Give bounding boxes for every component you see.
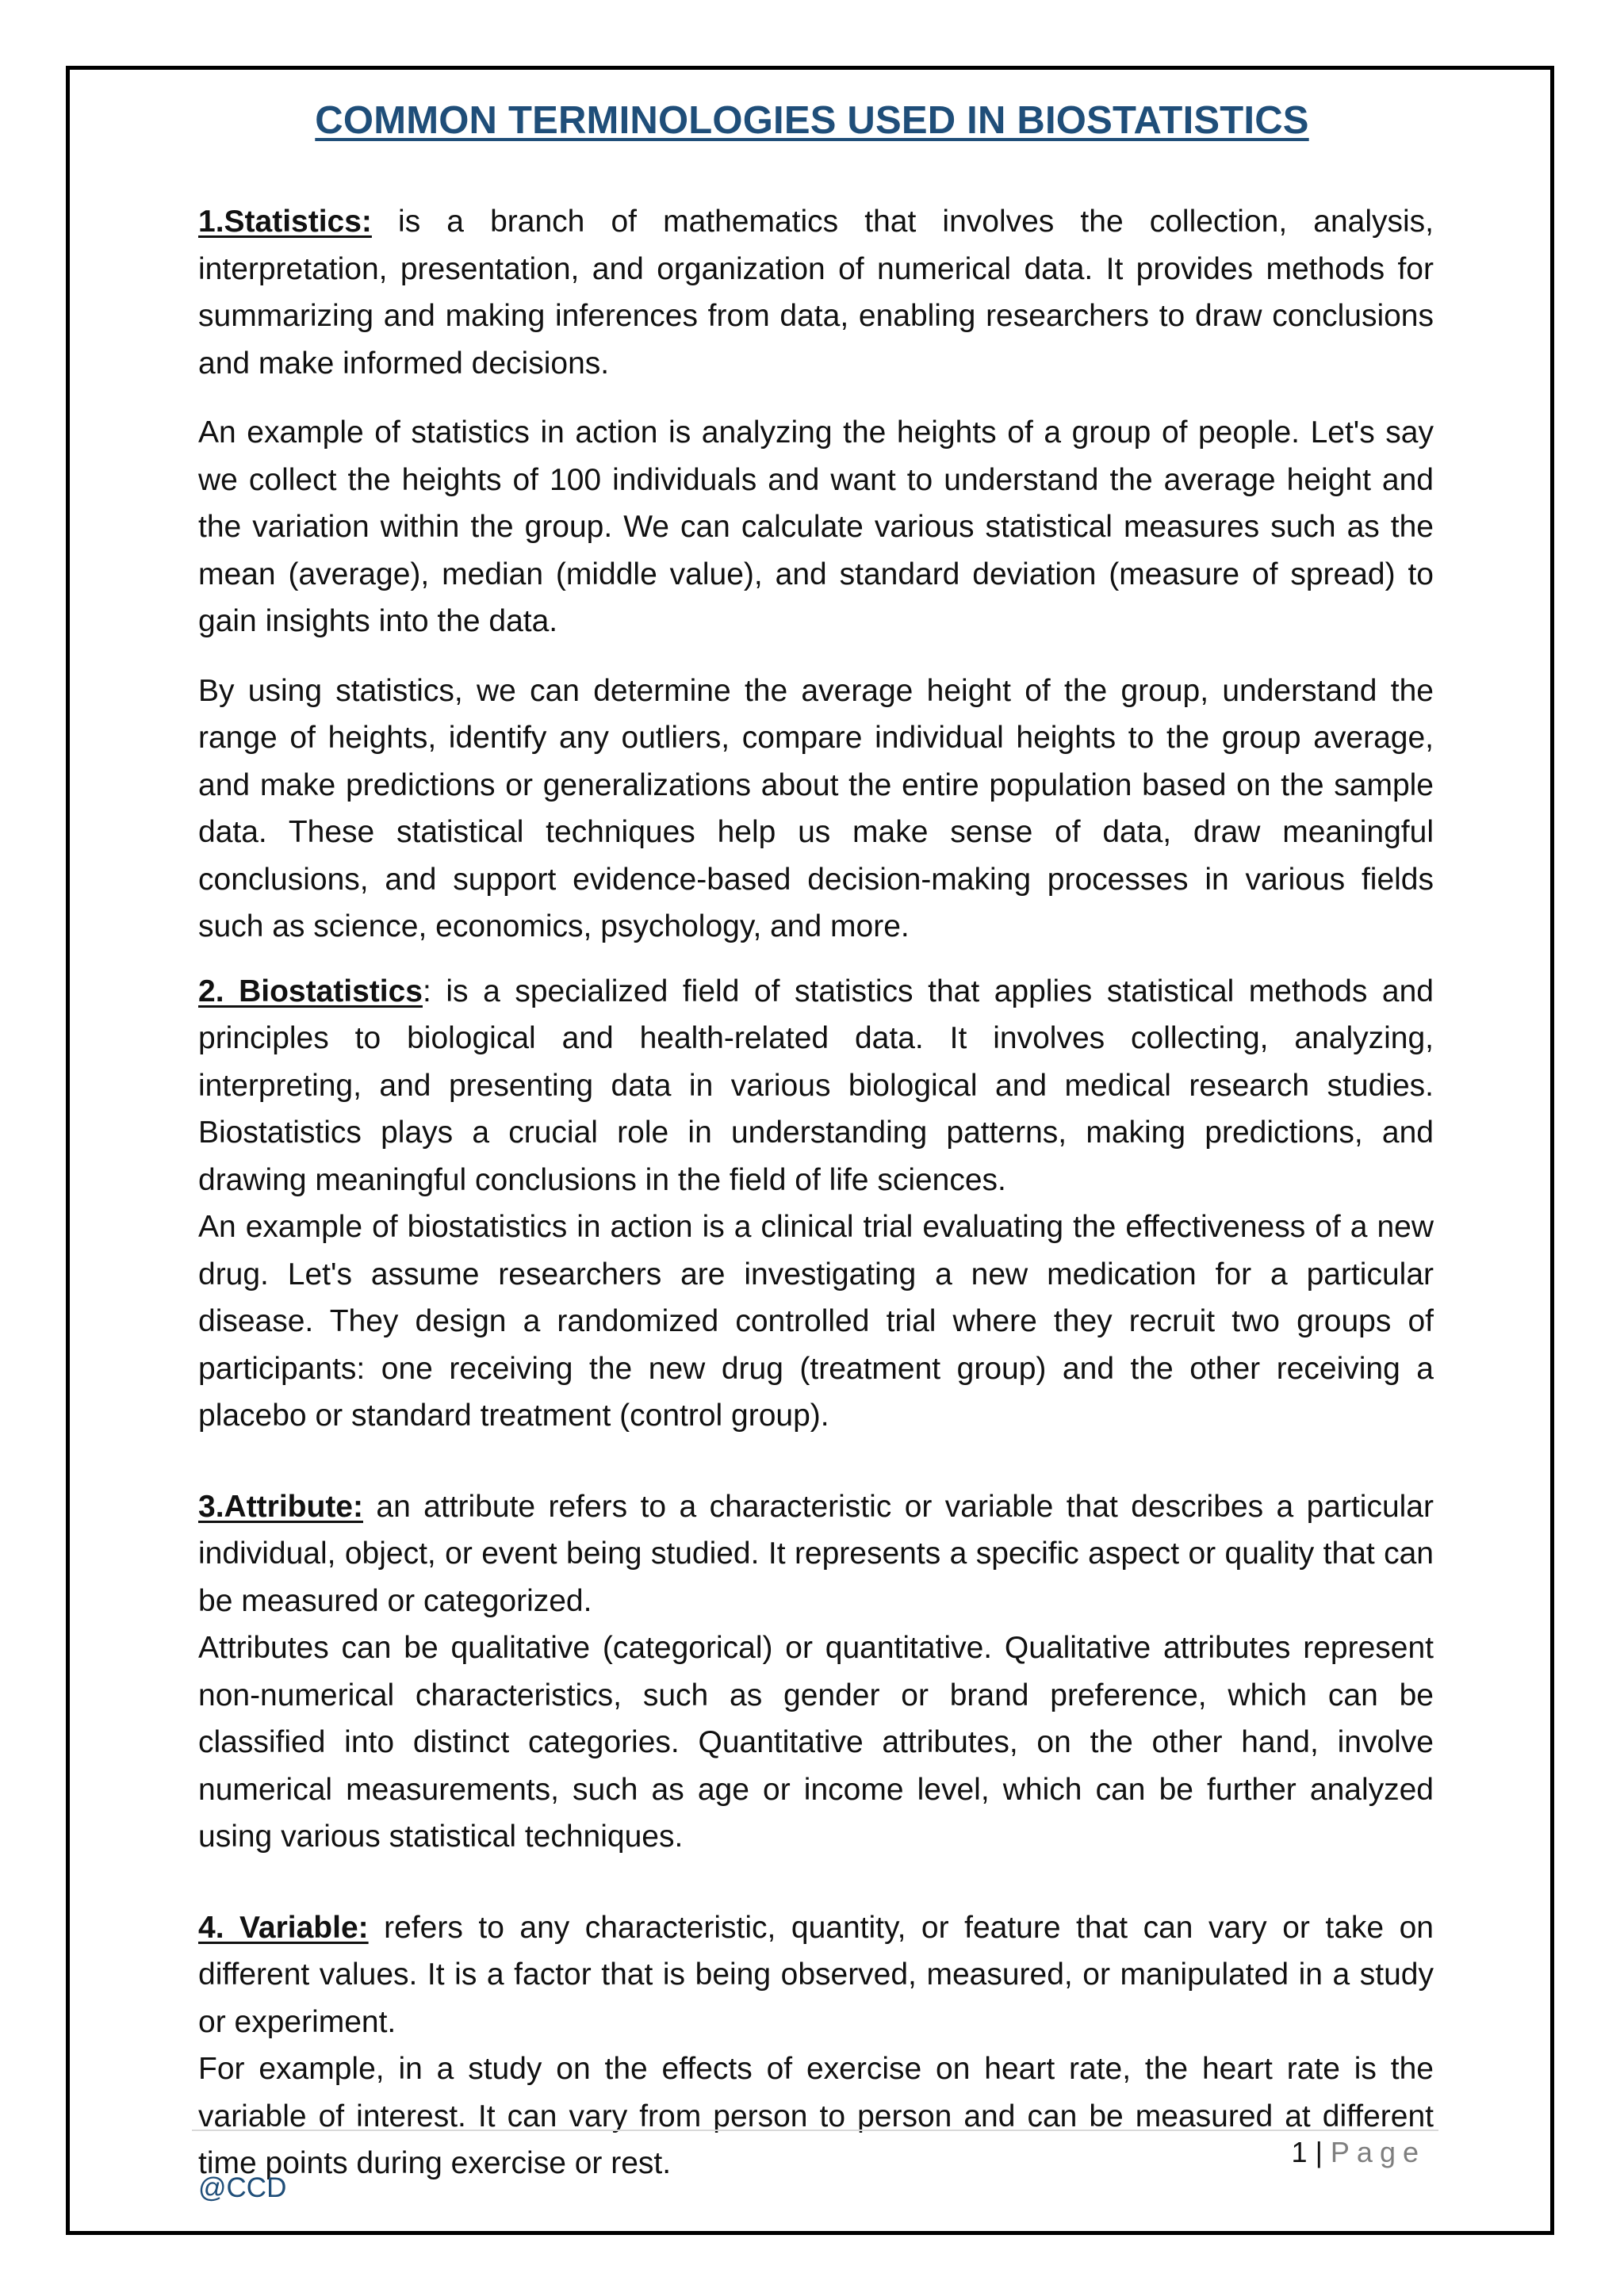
footer-credit: @CCD <box>198 2172 287 2203</box>
attribute-intro-text: an attribute refers to a characteristic or variable that describes a particular individual, object, or event being studied. It represents a specific aspect or quality that can be measured or categorized. <box>198 1489 1434 1618</box>
page-separator: | <box>1315 2136 1323 2168</box>
biostatistics-definition <box>198 968 1434 1204</box>
term-variable: 4. Variable: <box>198 1910 369 1945</box>
footer-divider <box>192 2130 1438 2131</box>
term-biostatistics: 2. Biostatistics <box>198 974 423 1008</box>
statistics-intro-text: is a branch of mathematics that involves the collection, analysis, interpretation, presentation, and organization of numerical data. It provides methods for summarizing and making inferences from data, enabling researchers to draw conclusions and make informed decisions. <box>198 205 1434 381</box>
attribute-types-paragraph: Attributes can be qualitative (categorical) or quantitative. Qualitative attributes represent non-numerical characteristics, such as gender or brand preference, which can be classified into distinct categories. Quantitative attributes, on the other hand, involve numerical measurements, such as age or income level, which can be further analyzed using various statistical techniques. <box>198 1631 1434 1854</box>
page-title: COMMON TERMINOLOGIES USED IN BIOSTATISTICS <box>315 99 1309 142</box>
statistics-definition <box>198 198 1434 387</box>
attribute-definition <box>198 1483 1434 1625</box>
page-number-footer <box>1292 2136 1426 2169</box>
biostatistics-example-paragraph: An example of biostatistics in action is a clinical trial evaluating the effectiveness of a new drug. Let's assume researchers are investigating a new medication for a particular disease. They design a randomized controlled trial where they recruit two groups of participants: one receiving the new drug (treatment group) and the other receiving a placebo or standard treatment (control group). <box>198 1210 1434 1433</box>
statistics-example-paragraph: An example of statistics in action is analyzing the heights of a group of people. Let's say we collect the heights of 100 individuals and want to understand the average height and the variation within the group. We can calculate various statistical measures such as the mean (average), median (middle value), and standard deviation (measure of spread) to gain insights into the data. <box>198 415 1434 638</box>
page-number: 1 <box>1291 2136 1308 2168</box>
term-attribute: 3.Attribute: <box>198 1489 363 1524</box>
biostatistics-intro-text: : is a specialized field of statistics that applies statistical methods and principles to biological and health-related data. It involves collecting, analyzing, interpreting, and presenting data in various biological and medical research studies. Biostatistics plays a crucial role in understanding patterns, making predictions, and drawing meaningful conclusions in the field of life sciences. <box>198 974 1434 1197</box>
variable-intro-text: refers to any characteristic, quantity, or feature that can vary or take on different values. It is a factor that is being observed, measured, or manipulated in a study or experiment. <box>198 1910 1434 2039</box>
variable-definition <box>198 1904 1434 2046</box>
variable-example-paragraph: For example, in a study on the effects of exercise on heart rate, the heart rate is the variable of interest. It can vary from person to person and can be measured at different time points during exercise or rest. <box>198 2052 1434 2180</box>
term-statistics: 1.Statistics: <box>198 205 372 239</box>
document-body <box>198 198 1434 2187</box>
page-label: Page <box>1330 2136 1426 2168</box>
statistics-usage-paragraph: By using statistics, we can determine the average height of the group, understand the range of heights, identify any outliers, compare individual heights to the group average, and make predictions or generalizations about the entire population based on the sample data. These statistical techniques help us make sense of data, draw meaningful conclusions, and support evidence-based decision-making processes in various fields such as science, economics, psychology, and more. <box>198 673 1434 943</box>
